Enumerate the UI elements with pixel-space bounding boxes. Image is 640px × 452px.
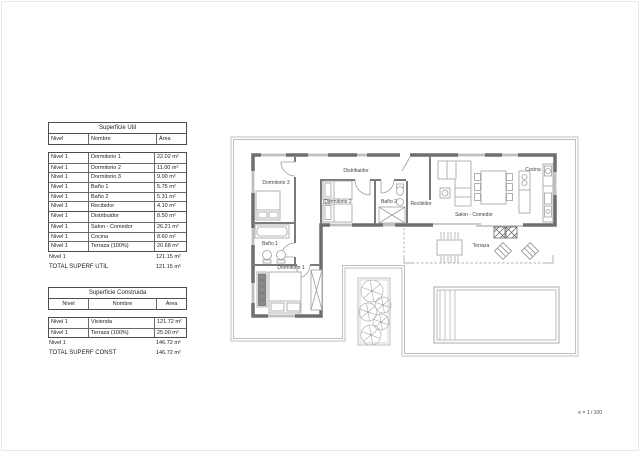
garden-bed (358, 278, 390, 345)
dormitorio-1-furniture (257, 270, 322, 313)
room-label-dormitorio-1: Dormitorio 1 (277, 265, 305, 271)
cell-nivel: Nivel 1 (51, 184, 68, 191)
cell-nivel: Nivel 1 (51, 164, 68, 171)
tree-symbol (361, 280, 383, 302)
subtotal-area: 146.72 m² (156, 340, 181, 347)
total-area: 121.15 m² (156, 263, 181, 270)
cell-area: 121.72 m² (154, 318, 185, 328)
subtotal-area: 121.15 m² (156, 253, 181, 260)
cell-area: 20.68 m² (154, 242, 185, 251)
cell-area: 8.50 m² (154, 212, 185, 222)
cell-area: 8.60 m² (154, 233, 185, 242)
room-label-dormitorio-3: Dormitorio 3 (262, 180, 290, 186)
cell-nivel: Nivel 1 (51, 243, 68, 250)
total-label: TOTAL SUPERF UTIL (49, 263, 109, 270)
cell-nombre: Cocina (88, 233, 154, 242)
table-row (49, 212, 186, 222)
cell-nivel: Nivel 1 (51, 319, 68, 325)
cell-area: 11.00 m² (154, 164, 185, 173)
cell-area: 9.00 m² (154, 173, 185, 182)
table-row (49, 318, 186, 328)
tree-symbol (361, 325, 381, 345)
subtotal-row (48, 338, 187, 348)
cell-nombre: Dormitorio 3 (88, 173, 154, 182)
header-nombre: Nombre (88, 299, 156, 309)
table-row (49, 163, 186, 173)
cell-nombre: Salon - Comedor (88, 223, 154, 232)
cell-nombre: Baño 2 (88, 193, 154, 202)
table-row (49, 172, 186, 182)
table-row (49, 153, 186, 163)
room-label-bano-2: Baño 2 (381, 199, 397, 205)
table-title: Superficie Util (48, 122, 187, 134)
cell-area: 22.02 m² (154, 153, 185, 163)
superficie-construida-table (48, 287, 187, 358)
trees (359, 280, 391, 345)
cell-nombre: Terraza (100%) (88, 329, 154, 338)
superficie-util-table (48, 122, 187, 271)
cell-nombre: Dormitorio 1 (88, 153, 154, 163)
cell-nivel: Nivel 1 (51, 193, 68, 200)
table-row (49, 241, 186, 251)
cell-nombre: Terraza (100%) (88, 242, 154, 251)
cell-area: 4.10 m² (154, 202, 185, 211)
tree-symbol (375, 297, 391, 313)
table-row (49, 201, 186, 211)
table-gap (48, 310, 187, 317)
cell-nivel: Nivel 1 (51, 233, 68, 240)
room-label-cocina: Cocina (525, 167, 541, 173)
header-nombre: Nombre (88, 134, 156, 144)
table-row (49, 222, 186, 232)
table-grid (48, 211, 187, 252)
total-label: TOTAL SUPERF CONST (49, 350, 117, 357)
table-grid (48, 317, 187, 338)
cell-nombre: Vivienda (88, 318, 154, 328)
table-title: Superficie Construida (48, 287, 187, 299)
subtotal-label: Nivel 1 (49, 253, 66, 260)
header-area: Área (156, 299, 186, 309)
cell-nivel: Nivel 1 (51, 154, 68, 160)
pool-steps (440, 290, 455, 340)
tree-symbol (373, 314, 389, 330)
pool (434, 287, 559, 343)
table-row (49, 328, 186, 338)
table-header-row (48, 298, 187, 310)
header-area: Área (156, 134, 186, 144)
cell-nombre: Distribuidor (88, 212, 154, 222)
room-label-recibidor: Recibidor (410, 201, 432, 207)
room-label-bano-1: Baño 1 (262, 241, 278, 247)
room-label-salon-comedor: Salon - Comedor (455, 212, 493, 218)
subtotal-label: Nivel 1 (49, 340, 66, 347)
room-label-terraza: Terraza (472, 243, 490, 249)
dining-table (475, 171, 513, 204)
lounge-chairs (495, 243, 539, 260)
table-grid (48, 152, 187, 212)
cell-nombre: Baño 1 (88, 183, 154, 192)
cell-nivel: Nivel 1 (51, 223, 68, 230)
total-row (48, 262, 187, 272)
cell-area: 26.21 m² (154, 223, 185, 232)
room-label-distribuidor: Distribuidor (343, 168, 369, 174)
cell-nivel: Nivel 1 (51, 329, 68, 336)
table-header-row (48, 133, 187, 145)
subtotal-row (48, 252, 187, 262)
total-area: 146.72 m² (156, 350, 181, 357)
cell-area: 5.75 m² (154, 183, 185, 192)
table-row (49, 182, 186, 192)
cell-area: 5.31 m² (154, 193, 185, 202)
room-label-dormitorio-2: Dormitorio 2 (324, 199, 352, 205)
table-gap (48, 145, 187, 152)
bed-dormitorio-3 (256, 191, 280, 220)
table-row (49, 232, 186, 242)
cell-nivel: Nivel 1 (51, 203, 68, 210)
table-row (49, 192, 186, 202)
cell-nombre: Recibidor (88, 202, 154, 211)
total-row (48, 348, 187, 358)
scale-note: e = 1 / 100 (578, 410, 602, 416)
cell-nivel: Nivel 1 (51, 213, 68, 220)
header-nivel: Nivel (51, 136, 64, 142)
header-nivel: Nivel (62, 301, 75, 307)
cell-area: 25.00 m² (154, 329, 185, 338)
terrace-table (437, 232, 462, 263)
cell-nivel: Nivel 1 (51, 174, 68, 181)
cell-nombre: Dormitorio 2 (88, 164, 154, 173)
